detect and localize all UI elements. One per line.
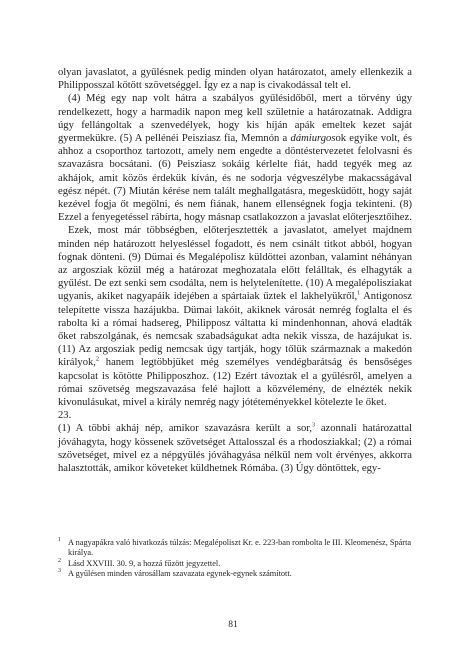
- footnote-text: A nagyapákra való hivatkozás túlzás: Megalépoliszt Kr. e. 223-ban rombolta le III. Kleomenész, Spárta királya.: [68, 538, 412, 558]
- text-run: 23.: [58, 410, 72, 422]
- section-number: [58, 409, 412, 422]
- paragraph: [58, 422, 412, 475]
- text-run: ok egyike volt, és ahhoz a csoporthoz tartozott, amely nem engedte a döntéstervezetet felolvasni és szavazásra bocsátani. (6) Peisziasz sokáig kérlelte fiát, hadd tegyék meg az akhájok, amit közös érdekük kíván, és ne sodorja végveszélybe makacsságával egész népét. (7) Miután kérése nem talált meghallgatásra, megesküdött, hogy saját kezével fogja őt megölni, és nem fiának, hanem ellenségnek fogja tekinteni. (8) Ezzel a fenyegetéssel rábírta, hogy másnap csatlakozzon a javaslat előterjesztőihez.: [58, 133, 412, 224]
- footnote-marker: 1: [58, 537, 61, 544]
- footnote: [58, 569, 412, 579]
- footnote: [58, 559, 412, 569]
- footnote-ref: 1: [357, 290, 361, 297]
- footnote-ref: 2: [95, 356, 99, 363]
- text-run: Ezek, most már többségben, előterjesztették a javaslatot, amelyet majdnem minden nép határozott helyesléssel fogadott, és nem csinált titkot abból, hogyan fognak dönteni. (9) Dümai és Megalépolisz küldöttei azonban, valamint néhányan az argosziak közül még a határozat meghozatala előtt felálltak, és elhagyták a gyűlést. De ezt senki sem csodálta, nem is helytelenítette. (10) A megalépolisziakat ugyanis, akiket nagyapáik idejében a spártaiak űztek el lakhelyükről,: [58, 225, 412, 303]
- footnote-text: Lásd XXVIII. 30. 9, a hozzá fűzött jegyzettel.: [68, 558, 221, 568]
- text-run: hanem legtöbbjüket még személyes vendégbarátság és bensőséges kapcsolat is kötötte Philipposzhoz. (12) Ezért távoztak el a gyűlésről, amelyen a római szövetség megszavazása felé hajlott a közvélemény, de elnézték nekik kivonulásukat, mivel a király nemrég nagy jótéteményekkel kötelezte le őket.: [58, 357, 412, 409]
- text-run: olyan javaslatot, a gyűlésnek pedig minden olyan határozatot, amely ellenkezik a Philipposszal kötött szövetséggel. Így ez a nap is civakodással telt el.: [58, 67, 412, 92]
- footnote-marker: 2: [58, 558, 61, 565]
- paragraph: [58, 92, 412, 224]
- footnote-text: A gyűlésen minden városállam szavazata egynek-egynek számított.: [68, 569, 292, 579]
- footnote-marker: 3: [58, 568, 61, 575]
- footnote-ref: 3: [312, 422, 315, 429]
- paragraph: [58, 66, 412, 92]
- page-number: 81: [228, 620, 238, 630]
- text-run: (1) A többi akháj nép, amikor szavazásra került a sor,: [58, 423, 312, 435]
- footnotes: [58, 538, 412, 580]
- main-text: [58, 66, 412, 475]
- italic-term: dámiurgos: [290, 133, 336, 145]
- footnote: [58, 538, 412, 559]
- paragraph: [58, 224, 412, 409]
- text-run: azonnali határozattal jóváhagyta, hogy kössenek szövetséget Attalosszal és a rhodosziakkal; (2) a római szövetséget, mivel ez a népgyűlés jóváhagyása nélkül nem volt érvényes, akkorra halasztották, amikor követeket küldhetnek Rómába. (3) Úgy döntöttek, egy-: [58, 423, 412, 475]
- text-run: (4) Még egy nap volt hátra a szabályos gyűlésidőből, mert a törvény úgy rendelkezett, hogy a harmadik napon meg kell születnie a határozatnak. Addigra úgy fellángoltak a szenvedélyek, hogy kis híján apák emeltek kezet saját gyermekükre. (5) A pellénéi Peisziasz fia, Memnón a: [58, 93, 412, 145]
- text-run: Antigonosz telepítette vissza hazájukba. Dümai lakóit, akiknek városát nemrég foglalta el és rabolta ki a római hadsereg, Philipposz váltatta ki mindenhonnan, ahová eladták őket rabszolgának, és nemcsak szabadságukat adta nekik vissza, de hazájukat is. (11) Az argosziak pedig nemcsak úgy tartják, hogy tőlük származnak a makedón királyok,: [58, 291, 412, 369]
